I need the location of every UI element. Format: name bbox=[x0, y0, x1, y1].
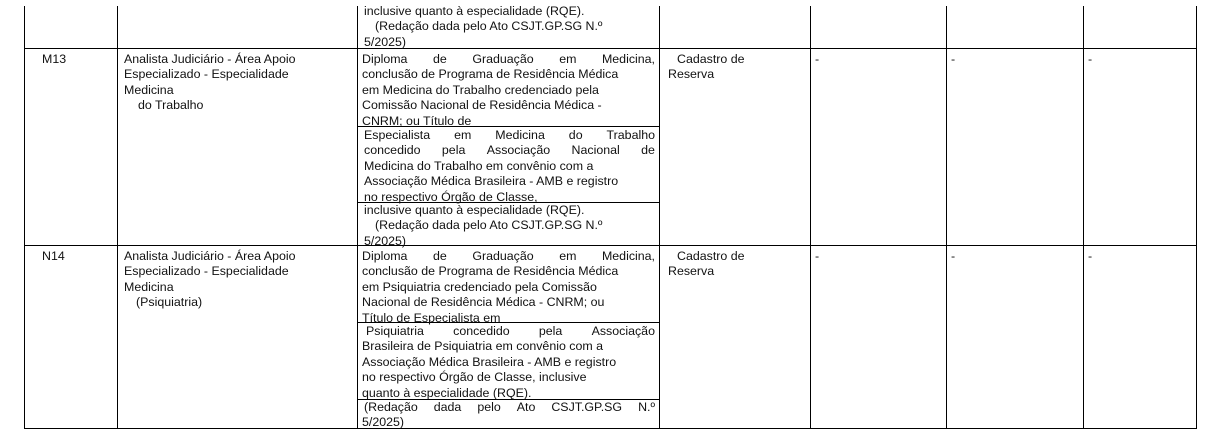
requirement-line: 5/2025) bbox=[362, 415, 405, 430]
requirement-line: Diploma de Graduação em Medicina, bbox=[362, 52, 655, 66]
requirement-line: no respectivo Órgão de Classe, inclusive bbox=[362, 370, 587, 385]
vagas-line: Reserva bbox=[668, 67, 715, 82]
col7-value: - bbox=[1088, 52, 1093, 66]
col-divider-2 bbox=[357, 6, 358, 429]
requirement-line: Nacional de Residência Médica - CNRM; ou bbox=[362, 295, 605, 310]
requirement-line: em Psiquiatria credenciado pela Comissão bbox=[362, 279, 597, 294]
col5-value: - bbox=[815, 249, 820, 263]
requirement-line: CNRM; ou Título de bbox=[362, 113, 472, 128]
vagas-line: Reserva bbox=[668, 264, 715, 279]
requirement-line: 5/2025) bbox=[364, 34, 407, 49]
requirement-block bbox=[362, 324, 655, 401]
cargo-cell bbox=[124, 249, 296, 311]
col5-value: - bbox=[815, 52, 820, 66]
requirement-line: inclusive quanto à especialidade (RQE). bbox=[364, 4, 585, 18]
table-border-right bbox=[1196, 6, 1197, 429]
cargo-line: Medicina bbox=[124, 82, 174, 97]
requirement-line: (Redação dada pelo Ato CSJT.GP.SG N.º bbox=[375, 19, 603, 34]
requirement-block bbox=[364, 203, 602, 249]
cargo-line: Medicina bbox=[124, 279, 174, 294]
requirement-line: Medicina do Trabalho em convênio com a bbox=[364, 158, 594, 173]
requirement-line: Associação Médica Brasileira - AMB e registro bbox=[362, 354, 617, 369]
requirement-line: Especialista em Medicina do Trabalho bbox=[364, 128, 655, 142]
cargo-line: Analista Judiciário - Área Apoio bbox=[124, 249, 296, 263]
cargo-line: (Psiquiatria) bbox=[136, 295, 203, 310]
requirement-line: inclusive quanto à especialidade (RQE). bbox=[364, 203, 585, 217]
cargo-line: Especializado - Especialidade bbox=[124, 67, 289, 82]
cargo-line: do Trabalho bbox=[138, 98, 204, 113]
cargo-cell bbox=[124, 52, 296, 114]
requirement-block bbox=[362, 52, 655, 129]
requirement-line: Título de Especialista em bbox=[362, 310, 501, 325]
cargo-line: Especializado - Especialidade bbox=[124, 264, 289, 279]
row-code: M13 bbox=[42, 52, 67, 66]
col7-value: - bbox=[1088, 249, 1093, 263]
requirement-block bbox=[362, 400, 655, 429]
row-code: N14 bbox=[42, 249, 65, 263]
requirement-line: Comissão Nacional de Residência Médica - bbox=[362, 98, 602, 113]
requirement-line: Psiquiatria concedido pela Associação bbox=[366, 324, 655, 338]
col-divider-4 bbox=[810, 6, 811, 429]
row-divider-n14-top bbox=[24, 245, 1197, 246]
requirement-line: (Redação dada pelo Ato CSJT.GP.SG N.º bbox=[375, 218, 603, 233]
requirement-line: 5/2025) bbox=[364, 233, 407, 248]
vagas-cell bbox=[668, 249, 745, 280]
requirement-line: em Medicina do Trabalho credenciado pela bbox=[362, 82, 599, 97]
row-divider-m13-top bbox=[24, 48, 1197, 49]
requirement-line: conclusão de Programa de Residência Médica bbox=[362, 264, 619, 279]
requirement-block bbox=[362, 249, 655, 326]
requirement-line: conclusão de Programa de Residência Médica bbox=[362, 67, 619, 82]
col6-value: - bbox=[951, 249, 956, 263]
col-divider-6 bbox=[1083, 6, 1084, 429]
requirement-line: no respectivo Órgão de Classe, bbox=[364, 189, 538, 204]
requirement-line: quanto à especialidade (RQE). bbox=[362, 385, 532, 400]
requirement-block bbox=[364, 128, 655, 205]
requirement-line: Associação Médica Brasileira - AMB e registro bbox=[364, 174, 619, 189]
col-divider-3 bbox=[659, 6, 660, 429]
col-divider-5 bbox=[946, 6, 947, 429]
requirement-fragment bbox=[364, 4, 602, 50]
vagas-line: Cadastro de bbox=[677, 249, 745, 263]
table-border-left bbox=[24, 6, 25, 429]
vagas-cell bbox=[668, 52, 745, 83]
cargo-line: Analista Judiciário - Área Apoio bbox=[124, 52, 296, 66]
col6-value: - bbox=[951, 52, 956, 66]
requirement-line: concedido pela Associação Nacional de bbox=[364, 143, 655, 158]
vagas-line: Cadastro de bbox=[677, 52, 745, 66]
requirement-line: (Redação dada pelo Ato CSJT.GP.SG N.º bbox=[364, 400, 655, 414]
requirement-line: Brasileira de Psiquiatria em convênio com a bbox=[362, 339, 604, 354]
requirement-line: Diploma de Graduação em Medicina, bbox=[362, 249, 655, 263]
col-divider-1 bbox=[117, 6, 118, 429]
